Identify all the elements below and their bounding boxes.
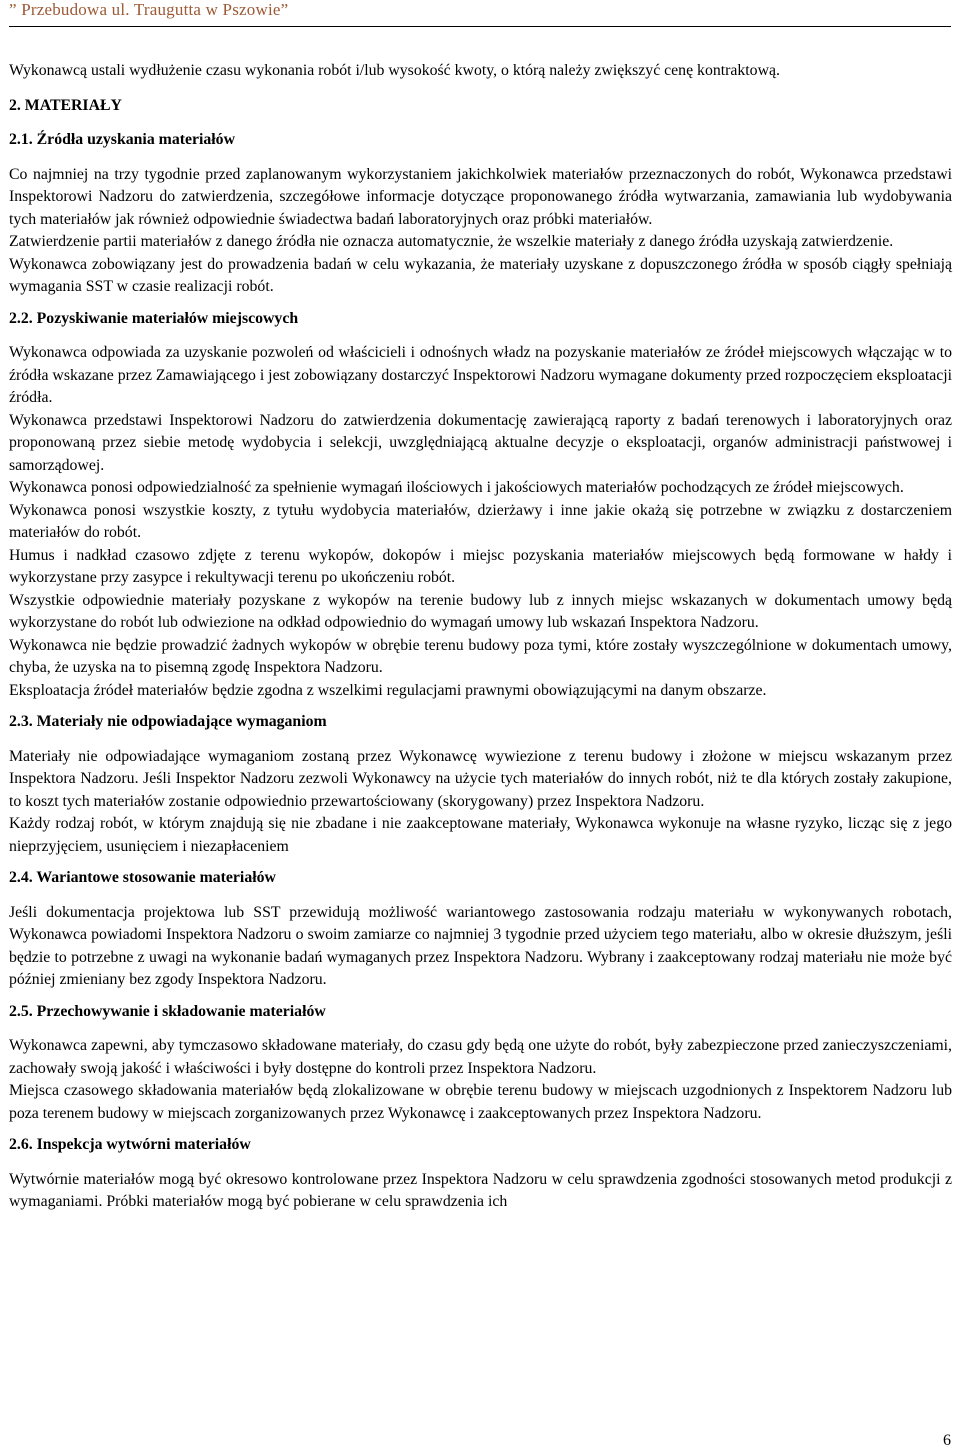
paragraph: Wykonawca zapewni, aby tymczasowo składowane materiały, do czasu gdy będą one użyte do robót, były zabezpieczone przed zanieczyszczeniami, zachowały swoją jakość i właściwości i były dostępne do kontroli przez Inspektora Nadzoru.: [9, 1037, 952, 1077]
paragraph: Wykonawca odpowiada za uzyskanie pozwoleń od właścicieli i odnośnych władz na pozyskanie materiałów ze źródeł miejscowych włączając w to źródła wskazane przez Zamawiającego i jest zobowiązany dostarczyć Inspektorowi Nadzoru wymagane dokumenty przed rozpoczęciem eksploatacji źródła.: [9, 344, 953, 406]
running-header: ” Przebudowa ul. Traugutta w Pszowie”: [9, 0, 289, 19]
subsection-heading: 2.6. Inspekcja wytwórni materiałów: [9, 1136, 251, 1153]
subsection-heading: 2.4. Wariantowe stosowanie materiałów: [9, 869, 276, 886]
document-body: [9, 60, 952, 1214]
paragraph: Eksploatacja źródeł materiałów będzie zgodna z wszelkimi regulacjami prawnymi obowiązującymi na danym obszarze.: [9, 681, 767, 699]
paragraph: Wykonawcą ustali wydłużenie czasu wykonania robót i/lub wysokość kwoty, o którą należy zwiększyć cenę kontraktową.: [9, 62, 780, 79]
subsection-heading: 2.5. Przechowywanie i składowanie materiałów: [9, 1002, 326, 1020]
paragraph: Wykonawca ponosi wszystkie koszty, z tytułu wydobycia materiałów, dzierżawy i inne jakie okażą się potrzebne w związku z dostarczeniem materiałów do robót.: [9, 501, 952, 541]
paragraph: Humus i nadkład czasowo zdjęte z terenu wykopów, dokopów i miejsc pozyskania materiałów miejscowych będą formowane w hałdy i wykorzystane przy zasypce i rekultywacji terenu po ukończeniu robót.: [9, 546, 952, 586]
paragraph: Wykonawca przedstawi Inspektorowi Nadzoru do zatwierdzenia dokumentację zawierającą raporty z badań terenowych i laboratoryjnych oraz proponowaną przez siebie metodę wydobycia i selekcji, uwzględniającą aktualne decyzje o eksploatacji, organów administracji państwowej i samorządowej.: [9, 411, 952, 474]
paragraph: Wytwórnie materiałów mogą być okresowo kontrolowane przez Inspektora Nadzoru w celu sprawdzenia zgodności stosowanych metod produkcji z wymaganiami. Próbki materiałów mogą być pobierane w celu sprawdzenia ich: [9, 1170, 952, 1210]
paragraph: Wszystkie odpowiednie materiały pozyskane z wykopów na terenie budowy lub z innych miejsc wskazanych w dokumentach umowy będą wykorzystane do robót lub odwiezione na odkład odpowiednio do wymagań umowy lub wskazań Inspektora Nadzoru.: [9, 591, 952, 631]
paragraph: Każdy rodzaj robót, w którym znajdują się nie zbadane i nie zaakceptowane materiały, Wykonawca wykonuje na własne ryzyko, licząc się z jego nieprzyjęciem, usunięciem i niezapłaceniem: [9, 815, 952, 855]
header-rule: [9, 26, 951, 27]
subsection-heading: 2.3. Materiały nie odpowiadające wymaganiom: [9, 713, 327, 730]
paragraph: Zatwierdzenie partii materiałów z danego źródła nie oznacza automatycznie, że wszelkie materiały z danego źródła uzyskają zatwierdzenie.: [9, 233, 894, 250]
paragraph: Wykonawca zobowiązany jest do prowadzenia badań w celu wykazania, że materiały uzyskane z dopuszczonego źródła w sposób ciągły spełniają wymagania SST w czasie realizacji robót.: [9, 255, 952, 295]
paragraph: Miejsca czasowego składowania materiałów będą zlokalizowane w obrębie terenu budowy w miejscach uzgodnionych z Inspektorem Nadzoru lub poza terenem budowy w miejscach zorganizowanych przez Wykonawcę i zaakceptowanych przez Inspektora Nadzoru.: [9, 1082, 952, 1122]
section-heading: 2. MATERIAŁY: [9, 96, 122, 114]
subsection-heading: 2.2. Pozyskiwanie materiałów miejscowych: [9, 309, 299, 327]
paragraph: Jeśli dokumentacja projektowa lub SST przewidują możliwość wariantowego zastosowania rodzaju materiału w wykonywanych robotach, Wykonawca powiadomi Inspektora Nadzoru o swoim zamiarze co najmniej 3 tygodnie przed użyciem tego materiału, albo w okresie dłuższym, jeśli będzie to potrzebne z uwagi na wykonanie badań wymaganych przez Inspektora Nadzoru. Wybrany i zaakceptowany rodzaj materiału nie może być później zmieniany bez zgody Inspektora Nadzoru.: [9, 903, 952, 988]
paragraph: Co najmniej na trzy tygodnie przed zaplanowanym wykorzystaniem jakichkolwiek materiałów przeznaczonych do robót, Wykonawca przedstawi Inspektorowi Nadzoru do zatwierdzenia, szczegółowe informacje dotyczące proponowanego źródła wytwarzania, zamawiania lub wydobywania tych materiałów jak również odpowiednie świadectwa badań laboratoryjnych oraz próbki materiałów.: [9, 165, 952, 228]
paragraph: Materiały nie odpowiadające wymaganiom zostaną przez Wykonawcę wywiezione z terenu budowy i złożone w miejscu wskazanym przez Inspektora Nadzoru. Jeśli Inspektor Nadzoru zezwoli Wykonawcy na użycie tych materiałów do innych robót, niż te dla których zostały zakupione, to koszt tych materiałów zostanie odpowiednio przewartościowany (skorygowany) przez Inspektora Nadzoru.: [9, 747, 952, 810]
page-number: 6: [943, 1432, 951, 1449]
paragraph: Wykonawca ponosi odpowiedzialność za spełnienie wymagań ilościowych i jakościowych materiałów pochodzących ze źródeł miejscowych.: [9, 479, 904, 496]
paragraph: Wykonawca nie będzie prowadzić żadnych wykopów w obrębie terenu budowy poza tymi, które zostały wyszczególnione w dokumentach umowy, chyba, że uzyska na to pisemną zgodę Inspektora Nadzoru.: [9, 636, 952, 676]
subsection-heading: 2.1. Źródła uzyskania materiałów: [9, 131, 235, 148]
